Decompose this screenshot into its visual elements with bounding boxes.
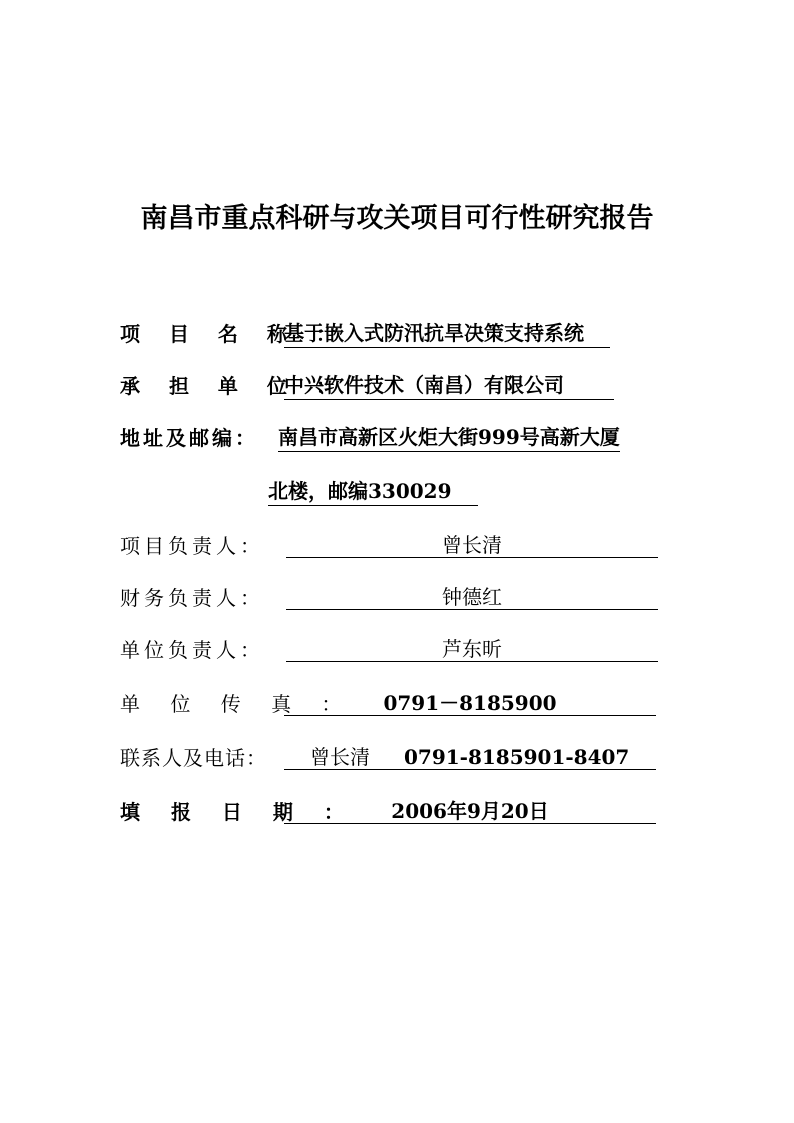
address-row [120,416,680,452]
address-label: 地址及邮编： [120,426,258,450]
project-name-row [120,312,680,348]
unit-leader-underline [286,633,658,662]
undertaking-unit-row [120,364,680,400]
unit-fax-row [120,682,680,718]
undertaking-unit-label: 承 担 单 位 ： [120,374,347,398]
contact-underline [284,741,656,770]
project-leader-label: 项目负责人： [120,534,264,558]
address-row-continued [120,470,680,506]
project-leader-row [120,524,680,560]
project-name-value: 基于嵌入式防汛抗旱决策支持系统 [284,319,610,348]
undertaking-unit-value: 中兴软件技术（南昌）有限公司 [284,371,614,400]
unit-fax-value: 0791－8185900 [383,691,557,715]
fill-date-value: 2006年9月20日 [391,799,549,823]
finance-leader-label: 财务负责人： [120,586,264,610]
project-leader-underline [286,529,658,558]
project-leader-value: 曾长清 [442,533,502,557]
contact-row [120,736,680,772]
contact-name-value: 曾长清 [310,745,370,769]
unit-fax-underline [284,687,656,716]
unit-leader-label: 单位负责人： [120,638,264,662]
fill-date-underline [284,795,656,824]
project-name-label: 项 目 名 称 ： [120,322,347,346]
contact-label: 联系人及电话： [120,746,267,770]
address-value-line1: 南昌市高新区火炬大街999号高新大厦 [278,423,620,452]
unit-leader-value: 芦东昕 [442,637,502,661]
fill-date-label: 填 报 日 期 ： [120,800,356,824]
finance-leader-row [120,576,680,612]
unit-fax-label: 单 位 传 真 ： [120,692,354,716]
contact-phone-value: 0791-8185901-8407 [404,745,630,769]
unit-leader-row [120,628,680,664]
finance-leader-value: 钟德红 [442,585,502,609]
address-value-line2: 北楼，邮编330029 [268,477,478,506]
fill-date-row [120,790,680,826]
document-title: 南昌市重点科研与攻关项目可行性研究报告 [140,203,654,234]
finance-leader-underline [286,581,658,610]
